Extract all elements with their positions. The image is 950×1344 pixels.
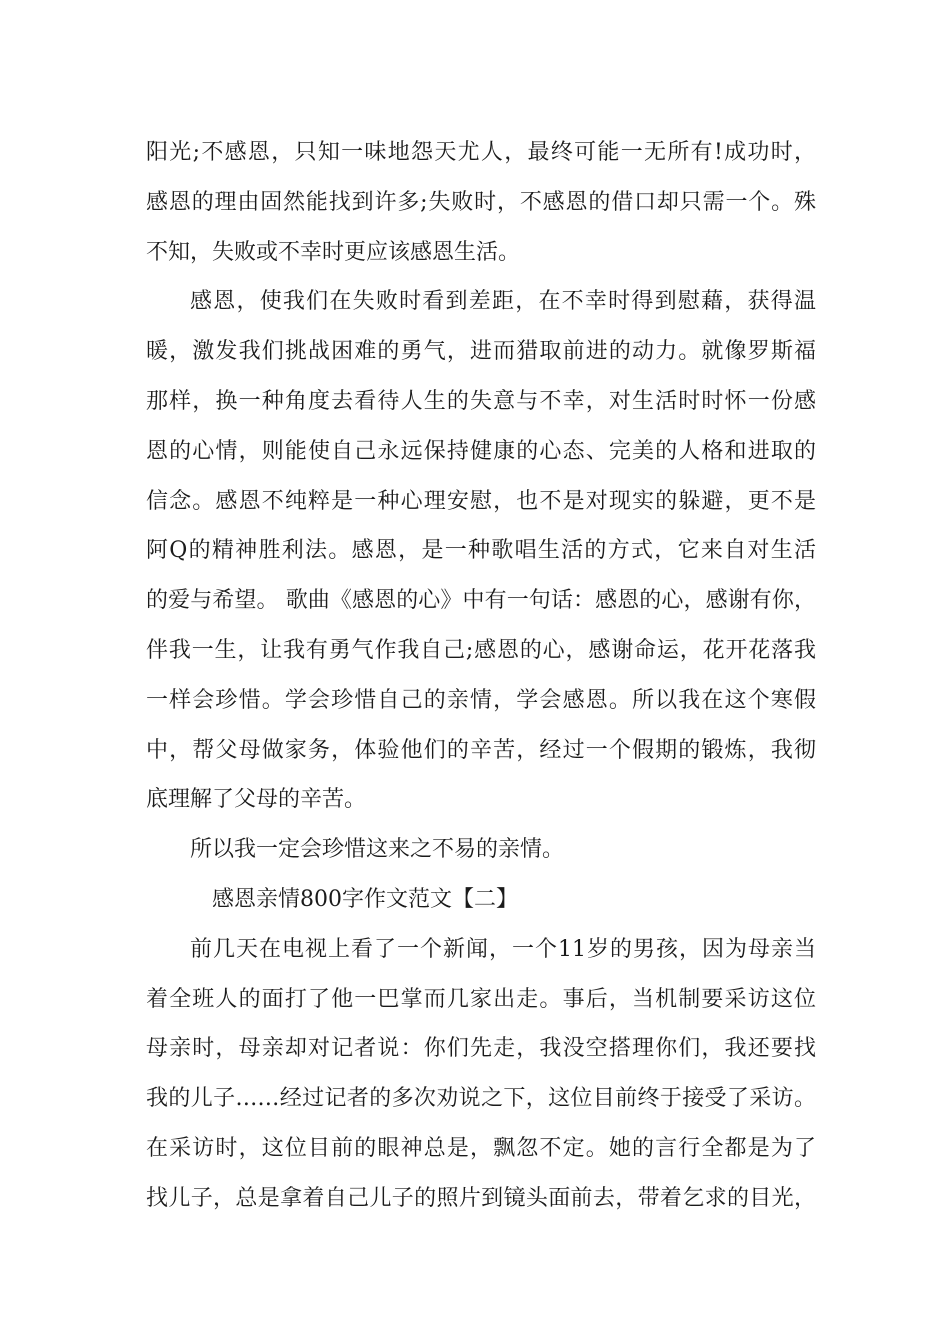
text-line: 底理解了父母的辛苦。: [146, 787, 367, 813]
text-line: 前几天在电视上看了一个新闻，一个11岁的男孩，因为母亲当: [190, 936, 816, 962]
text-line: 阿Q的精神胜利法。感恩，是一种歌唱生活的方式，它来自对生活: [146, 538, 816, 564]
text-line: 我的儿子……经过记者的多次劝说之下，这位目前终于接受了采访。: [146, 1086, 816, 1112]
text-line: 中，帮父母做家务，体验他们的辛苦，经过一个假期的锻炼，我彻: [146, 737, 816, 763]
text-line: 暖，激发我们挑战困难的勇气，进而猎取前进的动力。就像罗斯福: [146, 339, 816, 365]
text-line: 母亲时，母亲却对记者说：你们先走，我没空搭理你们，我还要找: [146, 1036, 816, 1062]
text-line: 着全班人的面打了他一巴掌而几家出走。事后，当机制要采访这位: [146, 986, 816, 1012]
document-body: [146, 128, 816, 1224]
section-heading: 感恩亲情800字作文范文【二】: [212, 886, 518, 912]
text-line: 感恩，使我们在失败时看到差距，在不幸时得到慰藉，获得温: [190, 289, 816, 315]
text-line: 所以我一定会珍惜这来之不易的亲情。: [190, 837, 565, 863]
text-line: 不知，失败或不幸时更应该感恩生活。: [146, 239, 521, 265]
text-line: 一样会珍惜。学会珍惜自己的亲情，学会感恩。所以我在这个寒假: [146, 687, 816, 713]
text-line: 那样，换一种角度去看待人生的失意与不幸，对生活时时怀一份感: [146, 388, 816, 414]
text-line: 恩的心情，则能使自己永远保持健康的心态、完美的人格和进取的: [146, 438, 816, 464]
text-line: 找儿子，总是拿着自己儿子的照片到镜头面前去，带着乞求的目光，: [146, 1185, 816, 1211]
text-line: 感恩的理由固然能找到许多;失败时，不感恩的借口却只需一个。殊: [146, 189, 816, 215]
text-line: 在采访时，这位目前的眼神总是，飘忽不定。她的言行全都是为了: [146, 1135, 816, 1161]
text-line: 伴我一生，让我有勇气作我自己;感恩的心，感谢命运，花开花落我: [146, 637, 816, 663]
text-line: 信念。感恩不纯粹是一种心理安慰，也不是对现实的躲避，更不是: [146, 488, 816, 514]
text-line: 的爱与希望。 歌曲《感恩的心》中有一句话：感恩的心，感谢有你，: [146, 588, 816, 614]
text-line: 阳光;不感恩，只知一味地怨天尤人，最终可能一无所有!成功时，: [146, 140, 816, 165]
